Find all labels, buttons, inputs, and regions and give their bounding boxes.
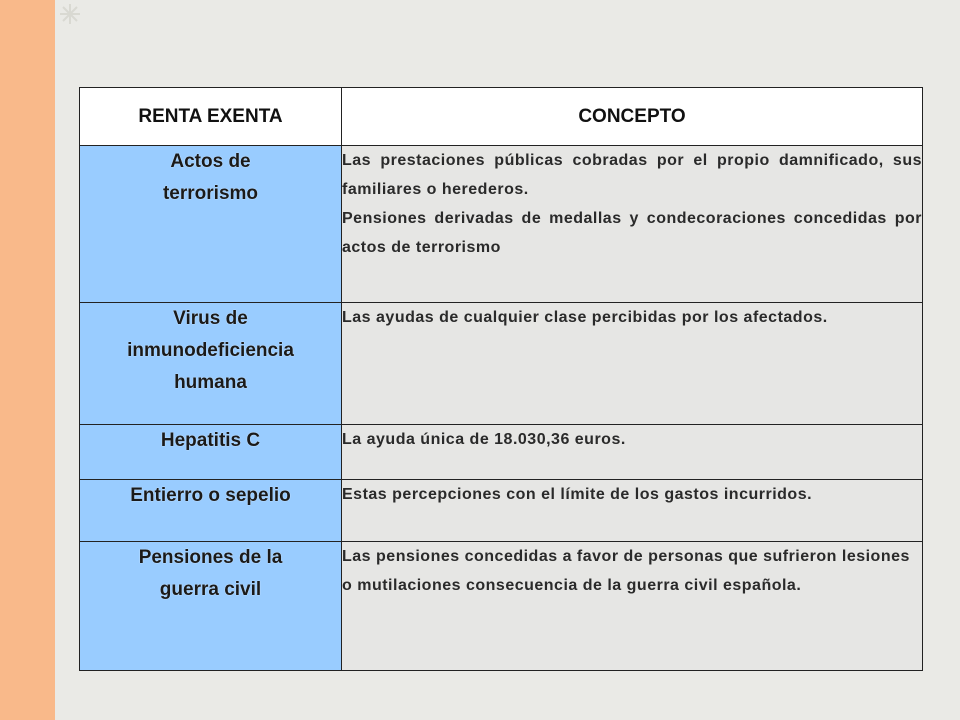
side-accent-band (0, 0, 55, 720)
concept-paragraph: Estas percepciones con el límite de los gastos incurridos. (342, 486, 813, 503)
corner-ornament-icon (60, 4, 80, 24)
concept-paragraph: Las ayudas de cualquier clase percibidas por los afectados. (342, 309, 828, 326)
concept-cell (342, 480, 923, 542)
category-label: Virus de inmunodeficiencia humana (127, 308, 294, 393)
concept-paragraph: Pensiones derivadas de medallas y condecoraciones concedidas por actos de terrorismo (342, 210, 922, 256)
concept-paragraph: La ayuda única de 18.030,36 euros. (342, 431, 626, 448)
table-row (80, 303, 923, 425)
category-label: Entierro o sepelio (130, 485, 291, 506)
category-cell (80, 480, 342, 542)
concept-cell (342, 542, 923, 671)
concept-paragraph: Las prestaciones públicas cobradas por el propio damnificado, sus familiares o herederos. (342, 152, 922, 198)
category-label: Pensiones de la guerra civil (138, 547, 283, 600)
table-row (80, 425, 923, 480)
category-cell (80, 425, 342, 480)
concept-cell (342, 146, 923, 303)
table-header-row (80, 88, 923, 146)
category-cell (80, 542, 342, 671)
concept-cell (342, 425, 923, 480)
category-cell (80, 146, 342, 303)
header-concepto: CONCEPTO (342, 88, 923, 146)
header-renta-exenta: RENTA EXENTA (80, 88, 342, 146)
category-label: Hepatitis C (160, 430, 261, 451)
exemptions-table (79, 87, 923, 671)
category-cell (80, 303, 342, 425)
concept-cell (342, 303, 923, 425)
table-row (80, 542, 923, 671)
concept-paragraph: Las pensiones concedidas a favor de personas que sufrieron lesiones o mutilaciones consecuencia de la guerra civil española. (342, 548, 910, 594)
category-label: Actos de terrorismo (162, 151, 259, 204)
table-row (80, 480, 923, 542)
table-row (80, 146, 923, 303)
